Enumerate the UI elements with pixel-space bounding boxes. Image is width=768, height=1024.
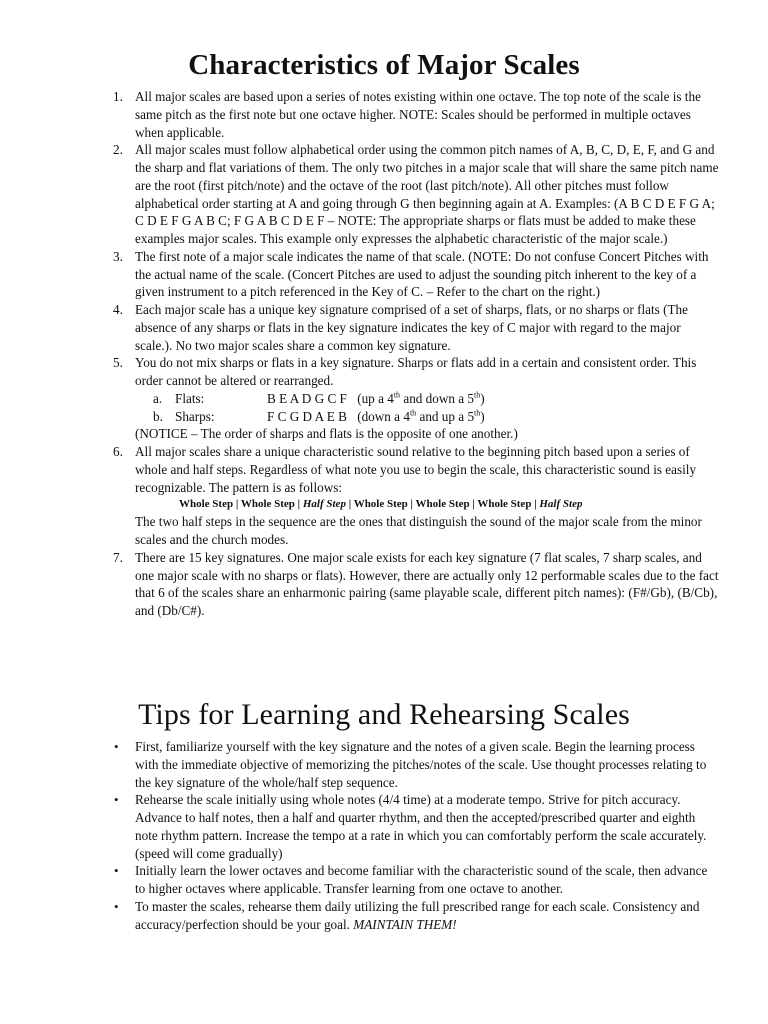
tip-item: • Initially learn the lower octaves and become familiar with the characteristic sound of the scale, then advance to higher octaves where applicable. Transfer learning from one octave to another. xyxy=(135,862,720,898)
list-item xyxy=(135,301,720,354)
item-continuation: The two half steps in the sequence are the ones that distinguish the sound of the major scale from the minor scales and the church modes. xyxy=(135,514,702,547)
list-item xyxy=(135,88,720,141)
tip-item: • First, familiarize yourself with the key signature and the notes of a given scale. Begin the learning process with the immediate objective of memorizing the pitches/notes of the scale. Use thought processes relating to the key signature of the whole/half step sequence. xyxy=(135,738,720,791)
section-title: Tips for Learning and Rehearsing Scales xyxy=(138,698,630,731)
list-item xyxy=(135,354,720,443)
sub-name: Flats: xyxy=(175,390,205,406)
list-item xyxy=(135,141,720,248)
step-pattern: Whole Step | Whole Step | Half Step | Whole Step | Whole Step | Whole Step | Half Step xyxy=(179,498,583,511)
item-text: All major scales share a unique characteristic sound relative to the beginning pitch based upon a series of whole and half steps. Regardless of what note you use to begin the scale, this characteristic sound is easily recognizable. The pattern is as follows: xyxy=(135,444,697,495)
list-item xyxy=(135,443,720,549)
item-text: All major scales are based upon a series of notes existing within one octave. The top note of the scale is the same pitch as the first note but one octave higher. NOTE: Scales should be performed in multiple octaves when applicable. xyxy=(135,89,701,140)
item-text: The first note of a major scale indicates the name of that scale. (NOTE: Do not confuse Concert Pitches with the actual name of the scale. (Concert Pitches are used to adjust the sounding pitch inherent to the key of a given instrument to a pitch referenced in the Key of C. – Refer to the chart on the right.) xyxy=(135,248,709,300)
item-text: All major scales must follow alphabetical order using the common pitch names of A, B, C, D, E, F, and G and the sharp and flat variations of them. The only two pitches in a major scale that will share the same pitch name are the root (first pitch/note) and the octave of the root (last pitch/note). All other pitches must follow alphabetical order starting at A and going through G then beginning again at A. Examples: (A B C D E F G A; C D E F G A B C; F G A B C D E F – NOTE: The appropriate sharps or flats must be added to make these examples major scales. This example only expresses the alphabetic characteristic of the major scale.) xyxy=(135,142,719,246)
flats-order-row xyxy=(153,390,720,408)
notice-text: (NOTICE – The order of sharps and flats is the opposite of one another.) xyxy=(135,426,518,442)
item-text: Each major scale has a unique key signature comprised of a set of sharps, flats, or no sharps or flats (The absence of any sharps or flats in the key signature indicates the key of C major with regard to the major scale.). No two major scales share a common key signature. xyxy=(135,302,688,353)
characteristics-list xyxy=(98,88,720,620)
tip-item: • Rehearse the scale initially using whole notes (4/4 time) at a moderate tempo. Strive for pitch accuracy. Advance to half notes, then a half and quarter rhythm, and then the accepted/prescribed quarter and eighth note rhythm pattern. Increase the tempo at a rate in which you can comfortably perform the scale accurately. (speed will come gradually) xyxy=(135,791,720,862)
flats-sequence: B E A D G C F (up a 4th and down a 5th) xyxy=(267,390,485,406)
sharps-sequence: F C G D A E B (down a 4th and up a 5th) xyxy=(267,408,485,424)
sharps-order-row xyxy=(153,408,720,426)
sub-label: b. xyxy=(153,408,163,424)
sub-label: a. xyxy=(153,390,163,406)
tips-list xyxy=(98,738,720,933)
sub-name: Sharps: xyxy=(175,408,215,424)
tip-item: • To master the scales, rehearse them daily utilizing the full prescribed range for each scale. Consistency and accuracy/perfection should be your goal. MAINTAIN THEM! xyxy=(135,898,720,934)
list-item xyxy=(135,549,720,620)
emphasis-text: MAINTAIN THEM! xyxy=(353,916,457,932)
item-text: There are 15 key signatures. One major scale exists for each key signature (7 flat scales, 7 sharp scales, and one major scale with no sharps or flats). However, there are actually only 12 performable scales due to the fact that 6 of the scales share an enharmonic pairing (same playable scale, different pitch names): (F#/Gb), (B/Cb), and (Db/C#). xyxy=(135,549,719,618)
item-text: You do not mix sharps or flats in a key signature. Sharps or flats add in a certain and consistent order. This order cannot be altered or rearranged. xyxy=(135,355,697,388)
page-title: Characteristics of Major Scales xyxy=(188,49,580,81)
list-item xyxy=(135,248,720,301)
